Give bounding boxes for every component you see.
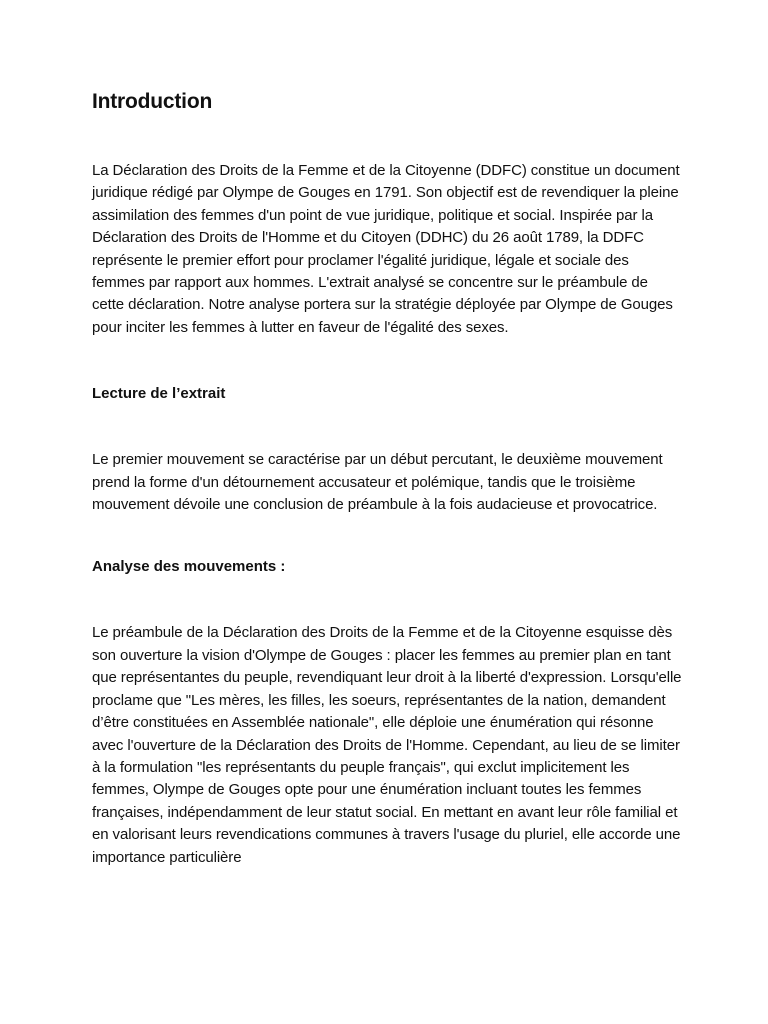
lecture-heading: Lecture de l’extrait — [92, 385, 226, 403]
intro-paragraph: La Déclaration des Droits de la Femme et de la Citoyenne (DDFC) constitue un document juridique rédigé par Olympe de Gouges en 1791. Son objectif est de revendiquer la pleine assimilation des femmes d'un point de vue juridique, politique et social. Inspirée par la Déclaration des Droits de l'Homme et du Citoyen (DDHC) du 26 août 1789, la DDFC représente le premier effort pour proclamer l'égalité juridique, légale et sociale des femmes par rapport aux hommes. L'extrait analysé se concentre sur le préambule de cette déclaration. Notre analyse portera sur la stratégie déployée par Olympe de Gouges pour inciter les femmes à lutter en faveur de l'égalité des sexes. — [92, 162, 680, 336]
document-page — [92, 88, 682, 869]
analyse-heading: Analyse des mouvements : — [92, 558, 286, 576]
lecture-paragraph: Le premier mouvement se caractérise par un début percutant, le deuxième mouvement prend la forme d'un détournement accusateur et polémique, tandis que le troisième mouvement dévoile une conclusion de préambule à la fois audacieuse et provocatrice. — [92, 451, 663, 514]
analyse-paragraph: Le préambule de la Déclaration des Droits de la Femme et de la Citoyenne esquisse dès son ouverture la vision d'Olympe de Gouges : placer les femmes au premier plan en tant que représentantes du peuple, revendiquant leur droit à la liberté d'expression. Lorsqu'elle proclame que "Les mères, les filles, les soeurs, représentantes de la nation, demandent d’être constituées en Assemblée nationale", elle déploie une énumération qui résonne avec l'ouverture de la Déclaration des Droits de l'Homme. Cependant, au lieu de se limiter à la formulation "les représentants du peuple français", qui exclut implicitement les femmes, Olympe de Gouges opte pour une énumération incluant toutes les femmes françaises, indépendamment de leur statut social. En mettant en avant leur rôle familial et en valorisant leurs revendications communes à travers l'usage du pluriel, elle accorde une importance particulière — [92, 624, 682, 866]
page-title: Introduction — [92, 90, 213, 113]
